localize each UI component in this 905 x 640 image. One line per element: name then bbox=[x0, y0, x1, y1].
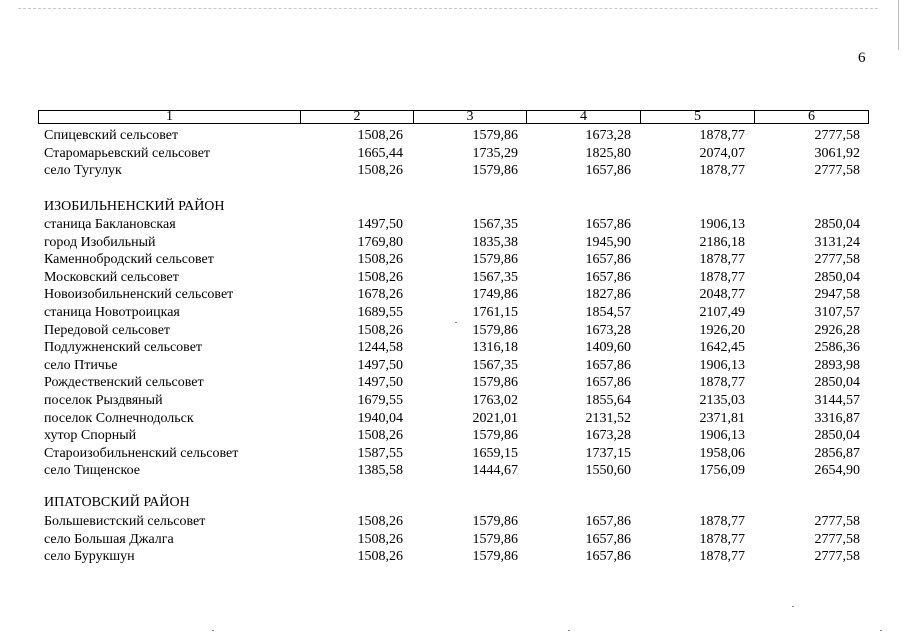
value-col-4: 1409,60 bbox=[585, 340, 631, 356]
value-col-5: 1878,77 bbox=[699, 531, 745, 547]
row-name: Каменнобродский сельсовет bbox=[44, 252, 214, 268]
value-col-2: 1769,80 bbox=[357, 234, 403, 250]
value-col-5: 1906,13 bbox=[699, 357, 745, 373]
header-col-5: 5 bbox=[640, 111, 754, 123]
value-col-6: 2893,98 bbox=[814, 357, 860, 373]
value-col-6: 2850,04 bbox=[814, 217, 860, 232]
value-col-2: 1508,26 bbox=[357, 252, 403, 268]
table-row bbox=[0, 234, 905, 251]
value-col-4: 1945,90 bbox=[585, 234, 631, 250]
table-row bbox=[0, 145, 905, 162]
value-col-2: 1497,50 bbox=[357, 357, 403, 373]
value-col-6: 2654,90 bbox=[814, 463, 860, 479]
table-row bbox=[0, 513, 905, 530]
value-col-5: 1926,20 bbox=[699, 322, 745, 338]
value-col-3: 2021,01 bbox=[472, 410, 518, 426]
value-col-5: 1878,77 bbox=[699, 375, 745, 391]
value-col-4: 1657,86 bbox=[585, 375, 631, 391]
table-row bbox=[0, 286, 905, 303]
value-col-3: 1567,35 bbox=[472, 269, 518, 285]
page-number: 6 bbox=[858, 50, 866, 66]
value-col-3: 1579,86 bbox=[472, 549, 518, 565]
row-name: станица Баклановская bbox=[44, 217, 176, 232]
header-col-6: 6 bbox=[754, 111, 868, 123]
value-col-3: 1659,15 bbox=[472, 445, 518, 461]
value-col-2: 1689,55 bbox=[357, 305, 403, 320]
value-col-2: 1508,26 bbox=[357, 549, 403, 565]
scan-artifact-top-line bbox=[18, 8, 878, 9]
row-name: поселок Рыздвяный bbox=[44, 393, 163, 408]
value-col-3: 1761,15 bbox=[472, 305, 518, 320]
table-row bbox=[0, 322, 905, 339]
value-col-2: 1508,26 bbox=[357, 322, 403, 338]
row-name: Большевистский сельсовет bbox=[44, 514, 206, 529]
value-col-4: 1825,80 bbox=[585, 145, 631, 161]
value-col-3: 1749,86 bbox=[472, 287, 518, 303]
value-col-2: 1508,26 bbox=[357, 428, 403, 444]
value-col-3: 1579,86 bbox=[472, 375, 518, 391]
value-col-3: 1579,86 bbox=[472, 322, 518, 338]
row-name: село Тищенское bbox=[44, 463, 140, 479]
value-col-5: 2186,18 bbox=[699, 234, 745, 250]
value-col-4: 1657,86 bbox=[585, 269, 631, 285]
value-col-5: 1878,77 bbox=[699, 549, 745, 565]
row-name: село Птичье bbox=[44, 357, 118, 373]
value-col-4: 1673,28 bbox=[585, 428, 631, 444]
value-col-5: 1878,77 bbox=[699, 128, 745, 143]
row-name: город Изобильный bbox=[44, 234, 156, 250]
table-row bbox=[0, 531, 905, 548]
row-name: поселок Солнечнодольск bbox=[44, 410, 194, 426]
table-row bbox=[0, 304, 905, 321]
value-col-2: 1587,55 bbox=[357, 445, 403, 461]
value-col-5: 2107,49 bbox=[699, 305, 745, 320]
row-name: Рождественский сельсовет bbox=[44, 375, 204, 391]
value-col-3: 1444,67 bbox=[472, 463, 518, 479]
value-col-6: 2850,04 bbox=[814, 375, 860, 391]
table-row bbox=[0, 410, 905, 427]
value-col-5: 2135,03 bbox=[699, 393, 745, 408]
value-col-6: 3144,57 bbox=[814, 393, 860, 408]
value-col-4: 1657,86 bbox=[585, 163, 631, 179]
value-col-2: 1508,26 bbox=[357, 531, 403, 547]
scan-speck bbox=[880, 630, 882, 631]
value-col-6: 3131,24 bbox=[814, 234, 860, 250]
value-col-6: 2777,58 bbox=[814, 531, 860, 547]
value-col-6: 3316,87 bbox=[814, 410, 860, 426]
value-col-2: 1508,26 bbox=[357, 514, 403, 529]
value-col-4: 1673,28 bbox=[585, 322, 631, 338]
scan-speck bbox=[455, 322, 457, 323]
value-col-4: 1657,86 bbox=[585, 252, 631, 268]
table-row bbox=[0, 162, 905, 179]
scan-speck bbox=[212, 630, 214, 631]
value-col-3: 1579,86 bbox=[472, 514, 518, 529]
value-col-5: 1642,45 bbox=[699, 340, 745, 356]
table-header-row bbox=[38, 110, 869, 124]
value-col-6: 2586,36 bbox=[814, 340, 860, 356]
value-col-5: 2048,77 bbox=[699, 287, 745, 303]
table-row bbox=[0, 462, 905, 479]
row-name: Старомарьевский сельсовет bbox=[44, 145, 211, 161]
value-col-6: 2777,58 bbox=[814, 252, 860, 268]
value-col-5: 1878,77 bbox=[699, 269, 745, 285]
table-row bbox=[0, 427, 905, 444]
table-row bbox=[0, 251, 905, 268]
header-col-1: 1 bbox=[166, 109, 173, 124]
value-col-4: 2131,52 bbox=[585, 410, 631, 426]
value-col-5: 2371,81 bbox=[699, 410, 745, 426]
value-col-3: 1579,86 bbox=[472, 531, 518, 547]
value-col-4: 1854,57 bbox=[585, 305, 631, 320]
row-name: село Бурукшун bbox=[44, 549, 135, 565]
row-name: Московский сельсовет bbox=[44, 269, 179, 285]
table-row bbox=[0, 374, 905, 391]
value-col-2: 1508,26 bbox=[357, 269, 403, 285]
value-col-4: 1657,86 bbox=[585, 514, 631, 529]
value-col-2: 1508,26 bbox=[357, 163, 403, 179]
table-row bbox=[0, 445, 905, 462]
scan-speck bbox=[792, 606, 794, 607]
table-row bbox=[0, 127, 905, 144]
value-col-2: 1665,44 bbox=[357, 145, 403, 161]
value-col-6: 2777,58 bbox=[814, 549, 860, 565]
row-name: станица Новотроицкая bbox=[44, 305, 180, 320]
value-col-2: 1679,55 bbox=[357, 393, 403, 408]
value-col-5: 1958,06 bbox=[699, 445, 745, 461]
value-col-3: 1579,86 bbox=[472, 252, 518, 268]
scan-speck bbox=[568, 630, 570, 631]
value-col-5: 1878,77 bbox=[699, 514, 745, 529]
value-col-4: 1657,86 bbox=[585, 549, 631, 565]
value-col-6: 3061,92 bbox=[814, 145, 860, 161]
value-col-4: 1827,86 bbox=[585, 287, 631, 303]
table-row bbox=[0, 357, 905, 374]
value-col-5: 2074,07 bbox=[699, 145, 745, 161]
row-name: село Большая Джалга bbox=[44, 531, 174, 547]
table-row bbox=[0, 216, 905, 233]
value-col-5: 1906,13 bbox=[699, 217, 745, 232]
header-col-2: 2 bbox=[300, 111, 413, 123]
value-col-6: 2947,58 bbox=[814, 287, 860, 303]
value-col-3: 1316,18 bbox=[472, 340, 518, 356]
value-col-6: 2856,87 bbox=[814, 445, 860, 461]
header-col-3: 3 bbox=[413, 111, 526, 123]
row-name: Новоизобильненский сельсовет bbox=[44, 287, 234, 303]
value-col-6: 2777,58 bbox=[814, 514, 860, 529]
value-col-5: 1878,77 bbox=[699, 163, 745, 179]
value-col-2: 1940,04 bbox=[357, 410, 403, 426]
value-col-6: 2777,58 bbox=[814, 128, 860, 143]
value-col-5: 1878,77 bbox=[699, 252, 745, 268]
section-title-ipatovsky: ИПАТОВСКИЙ РАЙОН bbox=[44, 495, 190, 510]
value-col-6: 2926,28 bbox=[814, 322, 860, 338]
value-col-6: 2850,04 bbox=[814, 428, 860, 444]
value-col-3: 1579,86 bbox=[472, 128, 518, 143]
value-col-2: 1508,26 bbox=[357, 128, 403, 143]
value-col-4: 1550,60 bbox=[585, 463, 631, 479]
header-col-4: 4 bbox=[526, 111, 640, 123]
value-col-4: 1673,28 bbox=[585, 128, 631, 143]
value-col-2: 1678,26 bbox=[357, 287, 403, 303]
value-col-4: 1657,86 bbox=[585, 531, 631, 547]
value-col-6: 2777,58 bbox=[814, 163, 860, 179]
value-col-3: 1579,86 bbox=[472, 428, 518, 444]
value-col-6: 2850,04 bbox=[814, 269, 860, 285]
table-row bbox=[0, 548, 905, 565]
value-col-2: 1385,58 bbox=[357, 463, 403, 479]
value-col-2: 1244,58 bbox=[357, 340, 403, 356]
row-name: Спицевский сельсовет bbox=[44, 128, 179, 143]
value-col-6: 3107,57 bbox=[814, 305, 860, 320]
value-col-5: 1756,09 bbox=[699, 463, 745, 479]
value-col-3: 1579,86 bbox=[472, 163, 518, 179]
row-name: Староизобильненский сельсовет bbox=[44, 445, 239, 461]
value-col-3: 1735,29 bbox=[472, 145, 518, 161]
value-col-3: 1567,35 bbox=[472, 217, 518, 232]
value-col-3: 1763,02 bbox=[472, 393, 518, 408]
value-col-2: 1497,50 bbox=[357, 375, 403, 391]
row-name: Подлужненский сельсовет bbox=[44, 340, 203, 356]
scan-artifact-right-line bbox=[898, 0, 899, 50]
table-row bbox=[0, 392, 905, 409]
value-col-4: 1657,86 bbox=[585, 357, 631, 373]
value-col-4: 1737,15 bbox=[585, 445, 631, 461]
table-row bbox=[0, 269, 905, 286]
value-col-4: 1657,86 bbox=[585, 217, 631, 232]
value-col-3: 1835,38 bbox=[472, 234, 518, 250]
value-col-5: 1906,13 bbox=[699, 428, 745, 444]
row-name: Передовой сельсовет bbox=[44, 322, 171, 338]
table-row bbox=[0, 339, 905, 356]
value-col-3: 1567,35 bbox=[472, 357, 518, 373]
row-name: хутор Спорный bbox=[44, 428, 137, 444]
section-title-izobilnensky: ИЗОБИЛЬНЕНСКИЙ РАЙОН bbox=[44, 199, 225, 214]
value-col-2: 1497,50 bbox=[357, 217, 403, 232]
value-col-4: 1855,64 bbox=[585, 393, 631, 408]
row-name: село Тугулук bbox=[44, 163, 122, 179]
